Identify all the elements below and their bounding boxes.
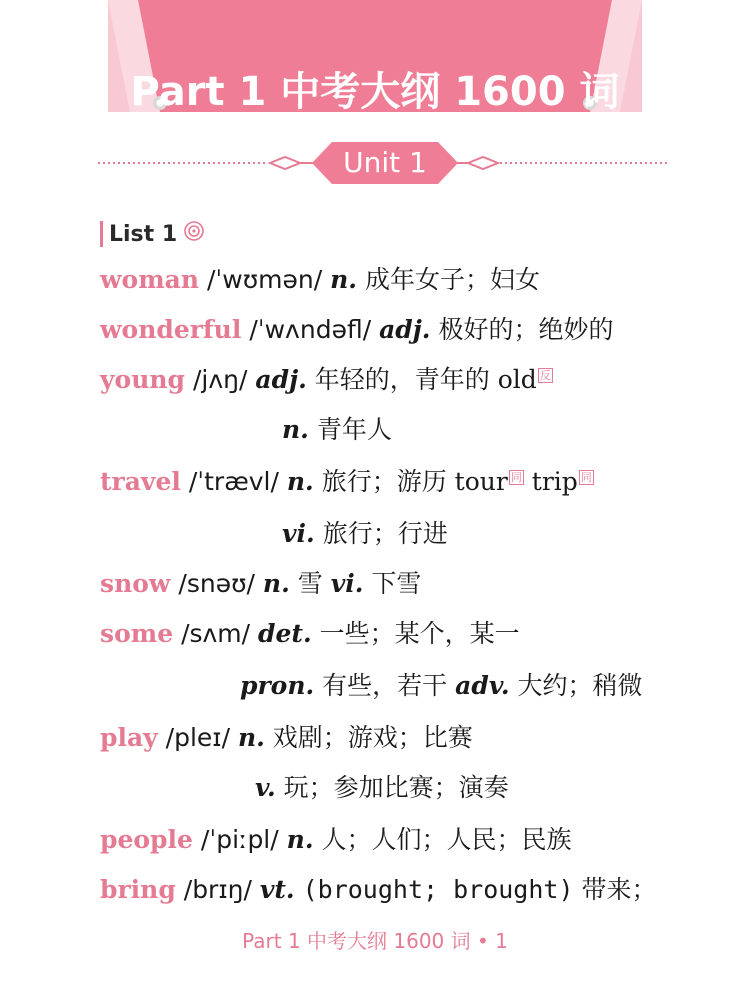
list-label: List 1 xyxy=(109,221,178,247)
unit-label: Unit 1 xyxy=(343,146,427,179)
part-of-speech: adv. xyxy=(455,671,510,700)
synonym: trip xyxy=(531,467,578,496)
phonetic: /brɪŋ/ xyxy=(183,875,252,904)
part-of-speech: n. xyxy=(262,569,290,598)
synonym: tour xyxy=(454,467,508,496)
part-of-speech: n. xyxy=(282,415,309,444)
headword: people xyxy=(100,825,193,854)
definition: 旅行；行进 xyxy=(322,519,448,548)
definition: 大约；稍微 xyxy=(517,671,643,700)
antonym-tag: 反 xyxy=(539,368,551,382)
part-of-speech: adj. xyxy=(255,365,307,394)
part-of-speech: n. xyxy=(330,265,358,294)
headword: bring xyxy=(100,875,176,904)
phonetic: /jʌŋ/ xyxy=(193,365,248,394)
phonetic: /sʌm/ xyxy=(181,619,251,648)
headword: young xyxy=(100,365,186,394)
list-item xyxy=(100,465,594,499)
phonetic: /ˈtrævl/ xyxy=(188,467,279,496)
headword: snow xyxy=(100,569,171,598)
list-item xyxy=(100,823,572,857)
list-item-continuation xyxy=(282,413,392,447)
list-item xyxy=(100,721,473,755)
synonym-tag: 同 xyxy=(580,470,592,484)
definition: 一些；某个，某一 xyxy=(319,619,520,648)
audio-icon[interactable] xyxy=(183,220,205,248)
list-heading xyxy=(100,218,205,250)
definition: 有些，若干 xyxy=(322,671,448,700)
list-marker xyxy=(100,221,103,247)
page-footer: Part 1 中考大纲 1600 词 • 1 xyxy=(242,929,508,953)
page-title: Part 1 中考大纲 1600 词 xyxy=(130,69,620,115)
definition: 玩；参加比赛；演奏 xyxy=(283,773,509,802)
list-item-continuation xyxy=(255,771,509,805)
phonetic: /snəʊ/ xyxy=(178,569,255,598)
definition: 年轻的，青年的 xyxy=(314,365,490,394)
definition: 带来； xyxy=(581,875,657,904)
part-of-speech: adj. xyxy=(379,315,431,344)
headword: woman xyxy=(100,265,200,294)
antonym: old xyxy=(497,365,537,394)
part-of-speech: n. xyxy=(286,825,314,854)
phonetic: /pleɪ/ xyxy=(165,723,230,752)
phonetic: /ˈwʌndəfl/ xyxy=(249,315,372,344)
headword: travel xyxy=(100,467,181,496)
verb-forms: (brought; brought) xyxy=(302,875,574,904)
headword: play xyxy=(100,723,158,752)
part-of-speech: vi. xyxy=(282,519,315,548)
definition: 人；人们；人民；民族 xyxy=(321,825,572,854)
list-item xyxy=(100,263,540,297)
part-of-speech: n. xyxy=(237,723,265,752)
list-item xyxy=(100,873,657,907)
part-of-speech: vt. xyxy=(259,875,295,904)
definition: 成年女子；妇女 xyxy=(364,265,540,294)
definition: 下雪 xyxy=(371,569,422,598)
headword: some xyxy=(100,619,174,648)
list-item xyxy=(100,363,553,397)
list-item-continuation xyxy=(282,517,448,551)
part-of-speech: v. xyxy=(255,773,276,802)
headword: wonderful xyxy=(100,315,242,344)
definition: 极好的；绝妙的 xyxy=(438,315,614,344)
definition: 旅行；游历 xyxy=(321,467,447,496)
phonetic: /ˈpiːpl/ xyxy=(200,825,279,854)
part-of-speech: vi. xyxy=(330,569,364,598)
list-item xyxy=(100,617,520,651)
part-of-speech: det. xyxy=(258,619,312,648)
unit-divider xyxy=(0,138,750,188)
part-of-speech: pron. xyxy=(240,671,315,700)
header-banner xyxy=(0,0,750,130)
list-item xyxy=(100,313,613,347)
definition: 雪 xyxy=(297,569,323,598)
part-of-speech: n. xyxy=(286,467,314,496)
synonym-tag: 同 xyxy=(510,470,522,484)
definition: 戏剧；游戏；比赛 xyxy=(272,723,473,752)
list-item xyxy=(100,567,421,601)
phonetic: /ˈwʊmən/ xyxy=(206,265,323,294)
definition: 青年人 xyxy=(316,415,392,444)
list-item-continuation xyxy=(240,669,643,703)
